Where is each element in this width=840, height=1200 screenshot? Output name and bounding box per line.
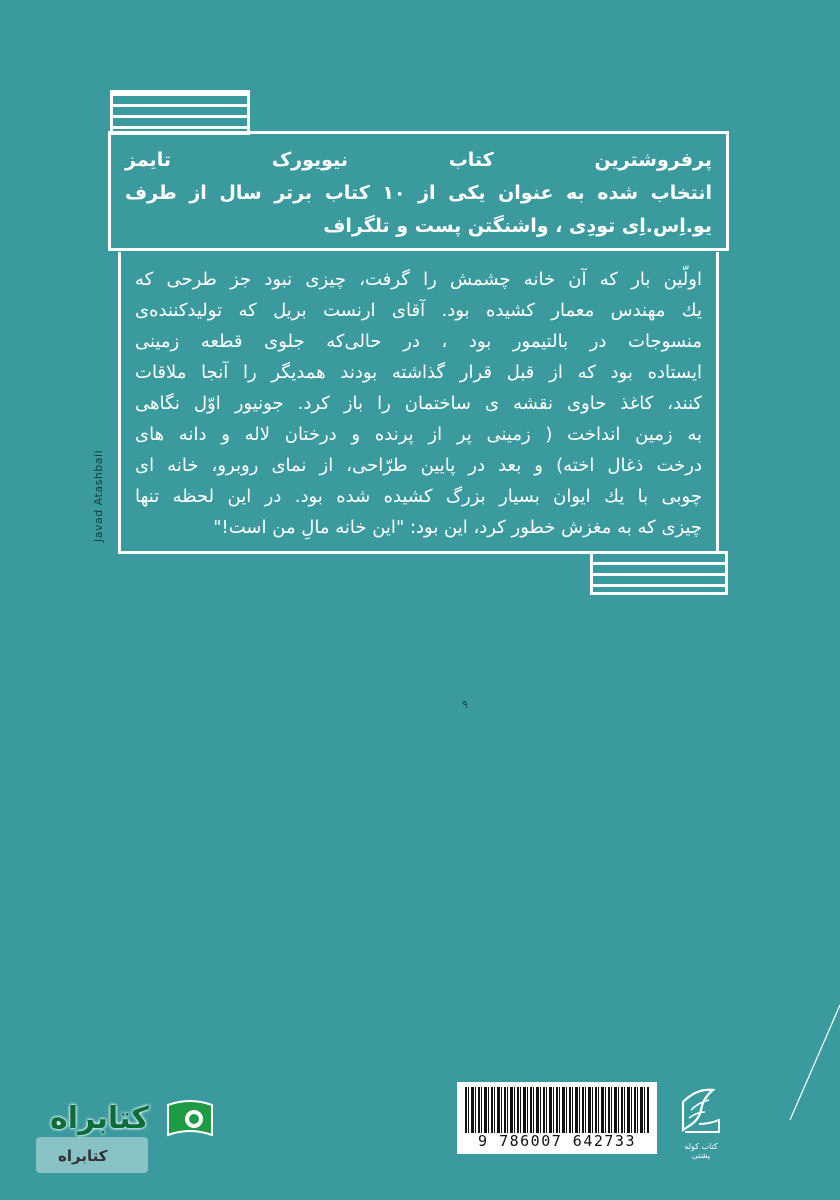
publisher-name: کتاب کوله پشتی (684, 1142, 718, 1160)
praise-box (108, 131, 729, 251)
barcode-bars (465, 1087, 649, 1133)
synopsis-line: یك مهندس معمار کشیده بود. آقای ارنست بریل که تولیدکننده‌ی (135, 300, 702, 321)
synopsis-line: کنند، کاغذ حاوی نقشه ی ساختمان را باز کرد. جونیور اوّل نگاهی (135, 393, 702, 414)
synopsis-line: چیزی که به مغزش خطور کرد، این بود: "این خانه مالِ من است!" (213, 517, 702, 538)
isbn-number: 9 786007 642733 (478, 1132, 636, 1150)
watermark-brand-small: کتابراه (58, 1147, 108, 1165)
striped-tab-top (110, 90, 250, 135)
synopsis-line: منسوجات در بالتیمور بود ، در حالی‌که جلوی قطعه زمینی (135, 331, 702, 352)
watermark-brand: کتابراه (50, 1101, 149, 1136)
barcode (457, 1082, 657, 1154)
synopsis-box (118, 252, 719, 554)
praise-line: انتخاب شده به عنوان یکی از ۱۰ کتاب برتر سال از طرف (125, 182, 712, 204)
green-book-icon (164, 1095, 216, 1143)
synopsis-line: به زمین انداخت ( زمینی پر از پرنده و درختان لاله و دانه های (135, 424, 702, 445)
publisher-logo (676, 1080, 726, 1160)
synopsis-line: ایستاده بود که از قبل قرار گذاشته بودند همدیگر را آنجا ملاقات (135, 362, 702, 383)
synopsis-line: چوبی با یك ایوان بسیار بزرگ کشیده شده بود. در این لحظه تنها (135, 486, 702, 507)
artist-credit: Javad Atashbaii (92, 449, 105, 542)
striped-tab-bottom (590, 551, 728, 595)
praise-line: یو.اِس.اِی تودِی ، واشنگتن پست و تلگراف (323, 215, 712, 237)
book-page-icon (679, 1080, 723, 1140)
praise-line: پرفروشترین کتاب نیویورک تایمز (125, 149, 712, 171)
synopsis-line: درخت ذغال اخته) و بعد در پایین طرّاحی، از نمای روبرو، خانه ای (135, 455, 702, 476)
page-number: ۹ (462, 698, 468, 711)
kitabrah-watermark (20, 1085, 220, 1185)
synopsis-line: اولّین بار که آن خانه چشمش را گرفت، چیزی نبود جز طرحی که (135, 269, 702, 290)
